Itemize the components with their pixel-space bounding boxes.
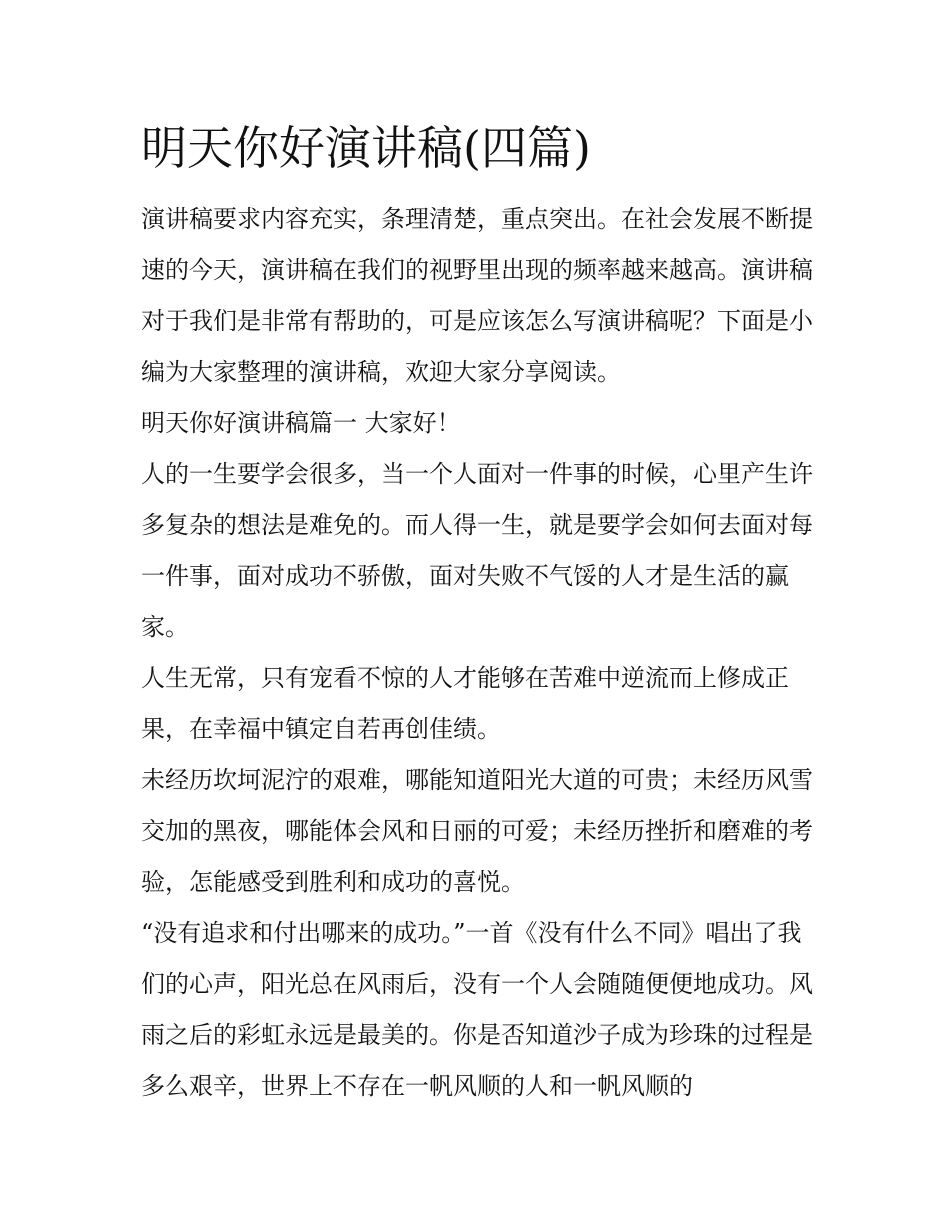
paragraph-intro: 演讲稿要求内容充实，条理清楚，重点突出。在社会发展不断提速的今天，演讲稿在我们的视野里出现的频率越来越高。演讲稿对于我们是非常有帮助的，可是应该怎么写演讲稿呢？下面是小编为大家整理的演讲稿，欢迎大家分享阅读。 — [141, 205, 813, 386]
document-body — [141, 118, 813, 1112]
document-title: 明天你好演讲稿(四篇) — [141, 121, 591, 175]
paragraph-speech-heading: 明天你好演讲稿篇一 大家好！ — [141, 409, 461, 437]
paragraph-body: 未经历坎坷泥泞的艰难，哪能知道阳光大道的可贵；未经历风雪交加的黑夜，哪能体会风和日丽的可爱；未经历挫折和磨难的考验，怎能感受到胜利和成功的喜悦。 — [141, 766, 813, 896]
paragraph-body: “没有追求和付出哪来的成功。”一首《没有什么不同》唱出了我们的心声，阳光总在风雨后，没有一个人会随随便便地成功。风雨之后的彩虹永远是最美的。你是否知道沙子成为珍珠的过程是多么艰辛，世界上不存在一帆风顺的人和一帆风顺的 — [141, 919, 813, 1100]
paragraph-body: 人的一生要学会很多，当一个人面对一件事的时候，心里产生许多复杂的想法是难免的。而人得一生，就是要学会如何去面对每一件事，面对成功不骄傲，面对失败不气馁的人才是生活的赢家。 — [141, 460, 813, 641]
paragraph-body: 人生无常，只有宠看不惊的人才能够在苦难中逆流而上修成正果，在幸福中镇定自若再创佳绩。 — [141, 664, 789, 743]
